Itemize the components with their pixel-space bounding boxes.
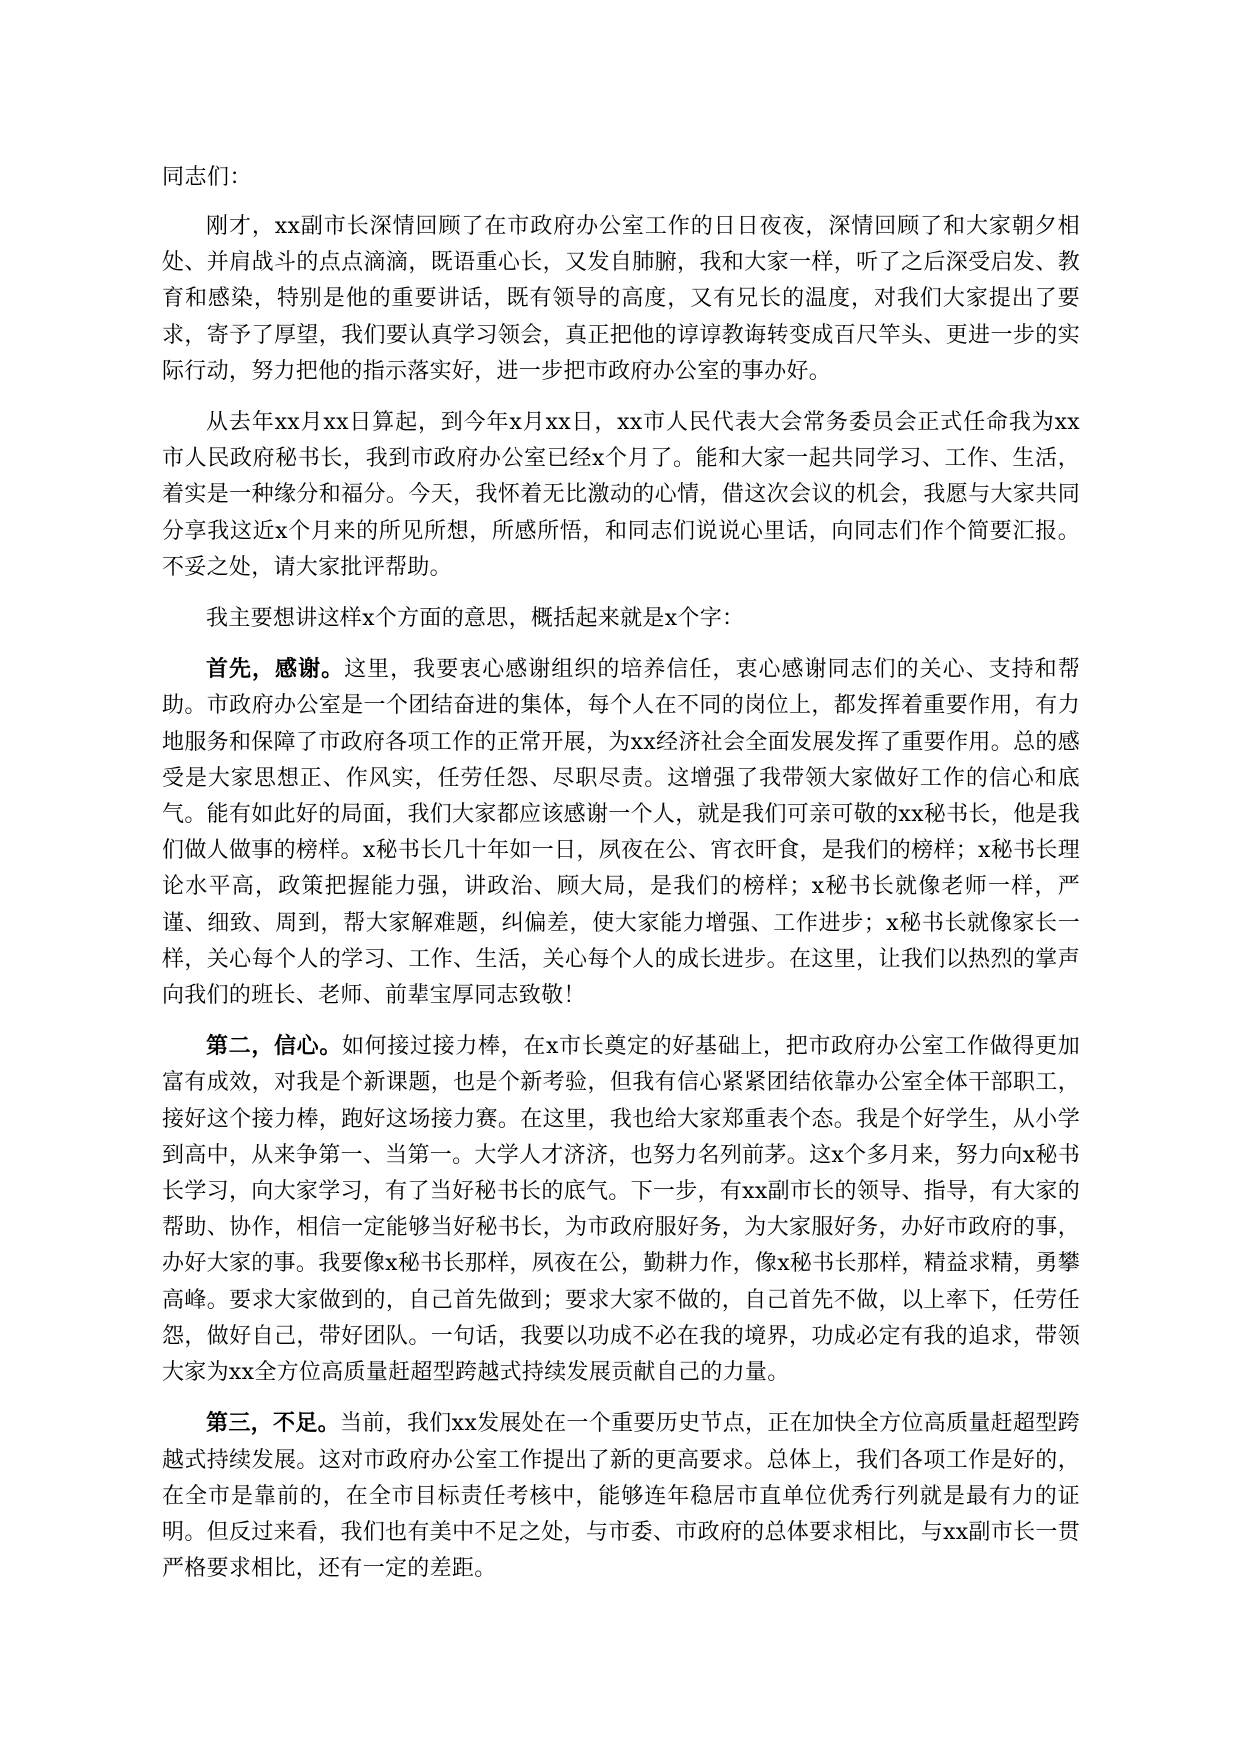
paragraph-text: 刚才，xx副市长深情回顾了在市政府办公室工作的日日夜夜，深情回顾了和大家朝夕相处、并肩战斗的点点滴滴，既语重心长，又发自肺腑，我和大家一样，听了之后深受启发、教育和感染，特别是他的重要讲话，既有领导的高度，又有兄长的温度，对我们大家提出了要求，寄予了厚望，我们要认真学习领会，真正把他的谆谆教诲转变成百尺竿头、更进一步的实际行动，努力把他的指示落实好，进一步把市政府办公室的事办好。 bbox=[162, 214, 1080, 384]
paragraph-lead: 第二，信心。 bbox=[206, 1033, 342, 1060]
paragraph-lead: 首先，感谢。 bbox=[206, 656, 345, 683]
paragraph-text: 从去年xx月xx日算起，到今年x月xx日，xx市人民代表大会常务委员会正式任命我为xx市人民政府秘书长，我到市政府办公室已经x个月了。能和大家一起共同学习、工作、生活，着实是一种缘分和福分。今天，我怀着无比激动的心情，借这次会议的机会，我愿与大家共同分享我这近x个月来的所见所想，所感所悟，和同志们说说心里话，向同志们作个简要汇报。不妥之处，请大家批评帮助。 bbox=[162, 410, 1080, 580]
paragraph-lead: 第三，不足。 bbox=[206, 1410, 340, 1437]
salutation: 同志们： bbox=[162, 165, 253, 190]
paragraph-outline bbox=[162, 600, 1080, 637]
paragraph-text: 当前，我们xx发展处在一个重要历史节点，正在加快全方位高质量赶超型跨越式持续发展。这对市政府办公室工作提出了新的更高要求。总体上，我们各项工作是好的，在全市是靠前的，在全市目标责任考核中，能够连年稳居市直单位优秀行列就是最有力的证明。但反过来看，我们也有美中不足之处，与市委、市政府的总体要求相比，与xx副市长一贯严格要求相比，还有一定的差距。 bbox=[162, 1411, 1080, 1582]
document-page bbox=[162, 160, 1080, 1601]
paragraph-appointment bbox=[162, 404, 1080, 586]
paragraph-opening bbox=[162, 208, 1080, 390]
paragraph-text: 这里，我要衷心感谢组织的培养信任，衷心感谢同志们的关心、支持和帮助。市政府办公室是一个团结奋进的集体，每个人在不同的岗位上，都发挥着重要作用，有力地服务和保障了市政府各项工作的正常开展，为xx经济社会全面发展发挥了重要作用。总的感受是大家思想正、作风实，任劳任怨、尽职尽责。这增强了我带领大家做好工作的信心和底气。能有如此好的局面，我们大家都应该感谢一个人，就是我们可亲可敬的xx秘书长，他是我们做人做事的榜样。x秘书长几十年如一日，夙夜在公、宵衣旰食，是我们的榜样；x秘书长理论水平高，政策把握能力强，讲政治、顾大局，是我们的榜样；x秘书长就像老师一样，严谨、细致、周到，帮大家解难题，纠偏差，使大家能力增强、工作进步；x秘书长就像家长一样，关心每个人的学习、工作、生活，关心每个人的成长进步。在这里，让我们以热烈的掌声向我们的班长、老师、前辈宝厚同志致敬！ bbox=[162, 657, 1080, 1009]
paragraph-text: 如何接过接力棒，在x市长奠定的好基础上，把市政府办公室工作做得更加富有成效，对我是个新课题，也是个新考验，但我有信心紧紧团结依靠办公室全体干部职工，接好这个接力棒，跑好这场接力赛。在这里，我也给大家郑重表个态。我是个好学生，从小学到高中，从来争第一、当第一。大学人才济济，也努力名列前茅。这x个多月来，努力向x秘书长学习，向大家学习，有了当好秘书长的底气。下一步，有xx副市长的领导、指导，有大家的帮助、协作，相信一定能够当好秘书长，为市政府服好务，为大家服好务，办好市政府的事，办好大家的事。我要像x秘书长那样，夙夜在公，勤耕力作，像x秘书长那样，精益求精，勇攀高峰。要求大家做到的，自己首先做到；要求大家不做的，自己首先不做，以上率下，任劳任怨，做好自己，带好团队。一句话，我要以功成不必在我的境界，功成必定有我的追求，带领大家为xx全方位高质量赶超型跨越式持续发展贡献自己的力量。 bbox=[162, 1034, 1080, 1386]
paragraph-gratitude bbox=[162, 651, 1080, 1014]
paragraph-text: 我主要想讲这样x个方面的意思，概括起来就是x个字： bbox=[206, 606, 745, 632]
paragraph-confidence bbox=[162, 1028, 1080, 1391]
paragraph-shortcomings bbox=[162, 1405, 1080, 1587]
